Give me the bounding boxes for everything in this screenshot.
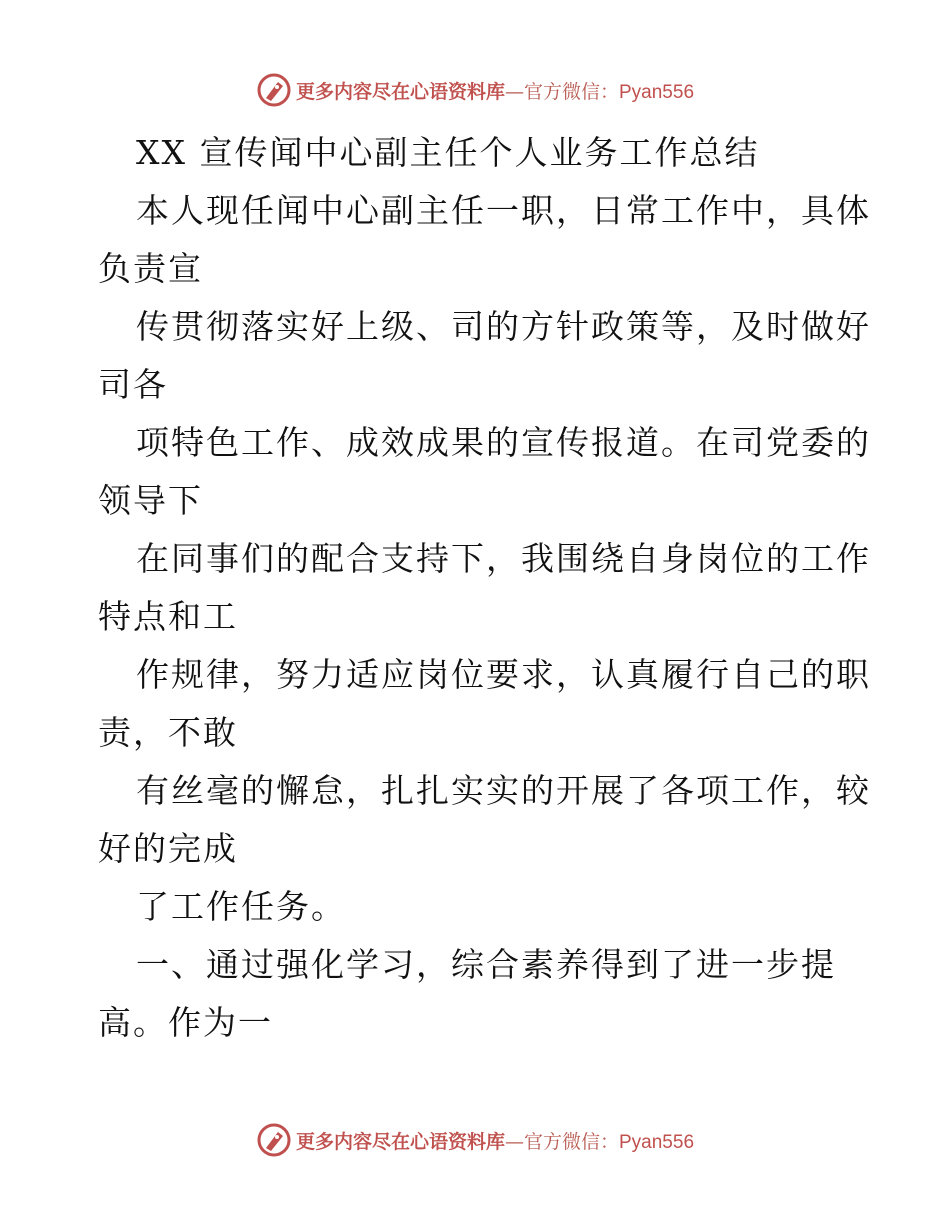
banner-text (296, 77, 694, 104)
paragraph-line: 传贯彻落实好上级、司的方针政策等，及时做好 (136, 307, 871, 346)
paragraph-line: 领导下 (98, 481, 203, 520)
paragraph-line: 本人现任闻中心副主任一职，日常工作中，具体 (136, 191, 871, 230)
paragraph-line: 有丝毫的懈怠，扎扎实实的开展了各项工作，较 (136, 771, 871, 810)
pen-nib-logo-icon (256, 72, 292, 108)
banner-wechat-label: —官方微信： (504, 80, 619, 103)
document-body (98, 124, 871, 1052)
banner-wechat-id: Pyan556 (619, 81, 695, 103)
footer-banner (0, 1120, 950, 1160)
paragraph-line: 了工作任务。 (136, 887, 346, 926)
header-banner (0, 70, 950, 110)
paragraph-line: 作规律，努力适应岗位要求，认真履行自己的职 (136, 655, 871, 694)
banner-site-name: 更多内容尽在心语资料库 (295, 1130, 505, 1153)
banner-wechat-id: Pyan556 (619, 1131, 695, 1153)
paragraph-line: 项特色工作、成效成果的宣传报道。在司党委的 (136, 423, 871, 462)
paragraph-line: 高。作为一 (98, 1003, 273, 1042)
paragraph-line: 特点和工 (98, 597, 238, 636)
paragraph-line: 责，不敢 (98, 713, 238, 752)
paragraph-line: 好的完成 (98, 829, 238, 868)
paragraph-line: 在同事们的配合支持下，我围绕自身岗位的工作 (136, 539, 871, 578)
paragraph-line: 司各 (98, 365, 168, 404)
banner-site-name: 更多内容尽在心语资料库 (295, 80, 505, 103)
paragraph-line: 负责宣 (98, 249, 203, 288)
document-title: XX 宣传闻中心副主任个人业务工作总结 (136, 133, 760, 172)
pen-nib-logo-icon (256, 1122, 292, 1158)
paragraph-line: 一、通过强化学习，综合素养得到了进一步提 (136, 945, 836, 984)
banner-wechat-label: —官方微信： (504, 1130, 619, 1153)
banner-text (296, 1127, 694, 1154)
